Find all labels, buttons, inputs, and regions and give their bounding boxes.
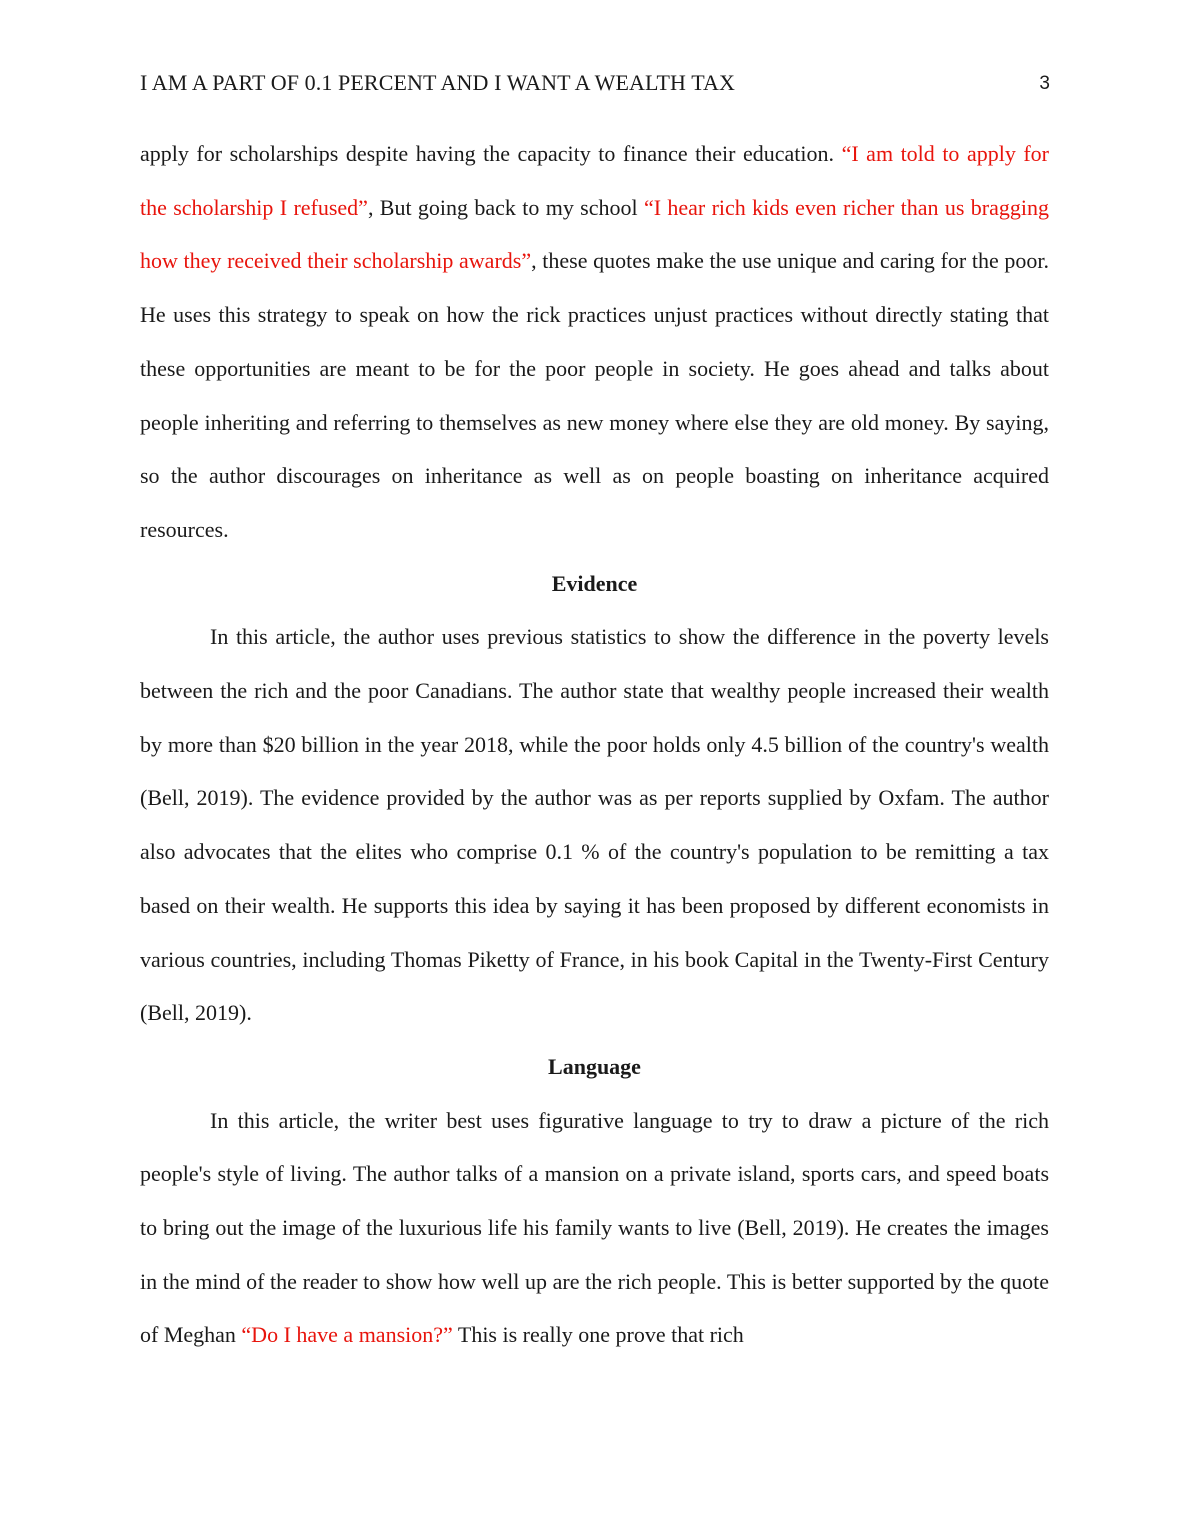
paragraph-text: In this article, the writer best uses figurative language to try to draw a picture of the rich people's style of living. The author talks of a mansion on a private island, sports cars, and speed boats to bring out the image of the luxurious life his family wants to live (Bell, 2019). He creates the images in the mind of the reader to show how well up are the rich people. This is better supported by the quote of Meghan [140,1107,1049,1348]
quote-rich-kids-bragging: “I hear rich kids even richer than us bragging how they received their scholarship awards” [140,194,1049,274]
paragraph-evidence: In this article, the author uses previous statistics to show the difference in the poverty levels between the rich and the poor Canadians. The author state that wealthy people increased their wealth by more than $20 billion in the year 2018, while the poor holds only 4.5 billion of the country's wealth (Bell, 2019). The evidence provided by the author was as per reports supplied by Oxfam. The author also advocates that the elites who comprise 0.1 % of the country's population to be remitting a tax based on their wealth. He supports this idea by saying it has been proposed by different economists in various countries, including Thomas Piketty of France, in his book Capital in the Twenty-First Century (Bell, 2019). [140,624,1049,1026]
section-heading-evidence: Evidence [551,570,638,596]
paragraph-text: , these quotes make the use unique and caring for the poor. He uses this strategy to speak on how the rick practices unjust practices without directly stating that these opportunities are meant to be for the poor people in society. He goes ahead and talks about people inheriting and referring to themselves as new money where else they are old money. By saying, so the author discourages on inheritance as well as on people boasting on inheritance acquired resources. [140,248,1049,542]
running-head: I AM A PART OF 0.1 PERCENT AND I WANT A WEALTH TAX [140,70,736,95]
paragraph-language [140,1094,1049,1363]
quote-mansion: “Do I have a mansion?” [241,1322,453,1348]
paragraph-text: , But going back to my school [367,194,644,220]
paragraph-text: apply for scholarships despite having the capacity to finance their education. [140,141,842,166]
page-number: 3 [1039,73,1050,94]
section-heading-language: Language [548,1053,641,1079]
paragraph-text: This is really one prove that rich [452,1322,744,1348]
paragraph-intro-continued [140,127,1049,557]
document-body [140,127,1049,1362]
quote-scholarship-refused: “I am told to apply for the scholarship I refused” [140,141,1049,220]
